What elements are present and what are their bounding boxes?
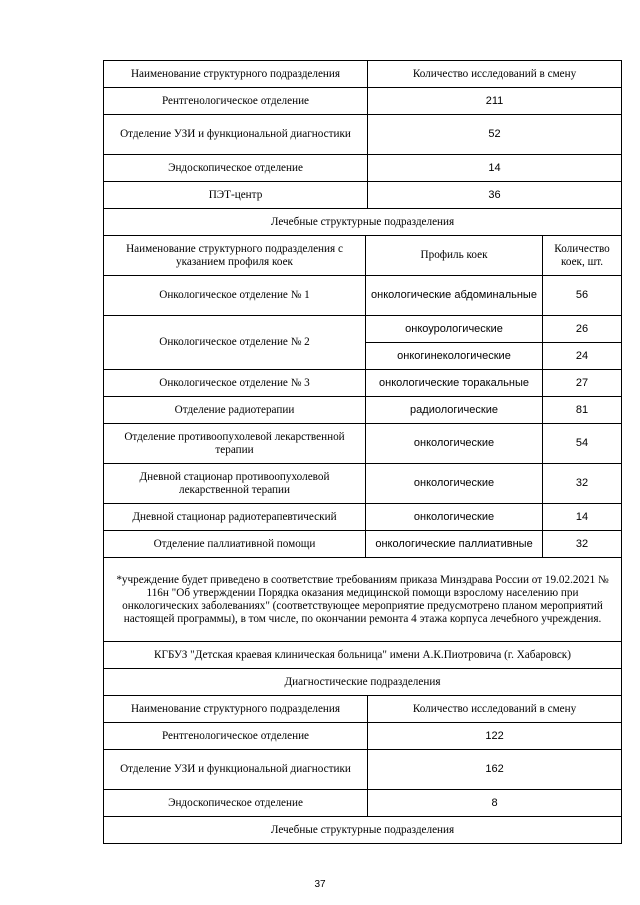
row-name-cell: Дневной стационар радиотерапевтический — [104, 504, 366, 531]
row-profile-cell: онкологические — [366, 424, 543, 464]
section-title: Лечебные структурные подразделения — [104, 209, 622, 236]
facilities-table — [103, 60, 622, 844]
table-row — [104, 182, 622, 209]
row-name-cell: Отделение паллиативной помощи — [104, 531, 366, 558]
table-row — [104, 790, 622, 817]
row-profile-cell: онкогинекологические — [366, 343, 543, 370]
row-profile-cell: онкологические абдоминальные — [366, 276, 543, 316]
row-name-cell: Отделение УЗИ и функциональной диагностики — [104, 750, 368, 790]
row-value-cell: 162 — [368, 750, 622, 790]
table-row — [104, 155, 622, 182]
row-name-cell: Онкологическое отделение № 1 — [104, 276, 366, 316]
row-name-cell: Рентгенологическое отделение — [104, 723, 368, 750]
institution-title-row — [104, 642, 622, 669]
row-count-cell: 81 — [543, 397, 622, 424]
row-value-cell: 122 — [368, 723, 622, 750]
header-count-cell: Количество коек, шт. — [543, 236, 622, 276]
row-name-cell: Рентгенологическое отделение — [104, 88, 368, 115]
header-count-cell: Количество исследований в смену — [368, 696, 622, 723]
header-name-cell: Наименование структурного подразделения с указанием профиля коек — [104, 236, 366, 276]
table-row — [104, 464, 622, 504]
table-header-row — [104, 236, 622, 276]
table-row — [104, 276, 622, 316]
row-name-cell: Отделение УЗИ и функциональной диагностики — [104, 115, 368, 155]
section-title-row — [104, 817, 622, 844]
row-count-cell: 27 — [543, 370, 622, 397]
table-header-row — [104, 696, 622, 723]
row-profile-cell: онкологические — [366, 504, 543, 531]
row-count-cell: 14 — [543, 504, 622, 531]
row-profile-cell: онкологические торакальные — [366, 370, 543, 397]
row-count-cell: 24 — [543, 343, 622, 370]
row-value-cell: 14 — [368, 155, 622, 182]
row-value-cell: 36 — [368, 182, 622, 209]
row-count-cell: 32 — [543, 531, 622, 558]
section-title-row — [104, 209, 622, 236]
table-row — [104, 750, 622, 790]
row-profile-cell: радиологические — [366, 397, 543, 424]
table-header-row — [104, 61, 622, 88]
table-row — [104, 424, 622, 464]
footnote-row — [104, 558, 622, 642]
table-row — [104, 723, 622, 750]
table-row — [104, 88, 622, 115]
row-profile-cell: онкоурологические — [366, 316, 543, 343]
header-count-cell: Количество исследований в смену — [368, 61, 622, 88]
row-value-cell: 52 — [368, 115, 622, 155]
header-name-cell: Наименование структурного подразделения — [104, 696, 368, 723]
table-row — [104, 370, 622, 397]
section-title: Диагностические подразделения — [104, 669, 622, 696]
row-profile-cell: онкологические паллиативные — [366, 531, 543, 558]
row-name-cell: ПЭТ-центр — [104, 182, 368, 209]
row-count-cell: 32 — [543, 464, 622, 504]
table-row — [104, 504, 622, 531]
section-title-row — [104, 669, 622, 696]
table-row — [104, 397, 622, 424]
table-row — [104, 316, 622, 343]
section-title: Лечебные структурные подразделения — [104, 817, 622, 844]
table-row — [104, 115, 622, 155]
row-profile-cell: онкологические — [366, 464, 543, 504]
row-name-cell: Отделение радиотерапии — [104, 397, 366, 424]
header-name-cell: Наименование структурного подразделения — [104, 61, 368, 88]
row-value-cell: 8 — [368, 790, 622, 817]
row-name-cell: Дневной стационар противоопухолевой лекарственной терапии — [104, 464, 366, 504]
row-name-cell: Отделение противоопухолевой лекарственной терапии — [104, 424, 366, 464]
row-value-cell: 211 — [368, 88, 622, 115]
row-name-cell: Онкологическое отделение № 2 — [104, 316, 366, 370]
row-count-cell: 26 — [543, 316, 622, 343]
row-name-cell: Эндоскопическое отделение — [104, 790, 368, 817]
page-number: 37 — [314, 879, 326, 890]
table-row — [104, 531, 622, 558]
footnote: *учреждение будет приведено в соответствие требованиям приказа Минздрава России от 19.02.2021 № 116н "Об утверждении Порядка оказания медицинской помощи взрослому населению при онкологических заболеваниях" (соответствующее мероприятие предусмотрено планом мероприятий настоящей программы), в том числе, по окончании ремонта 4 этажа корпуса лечебного учреждения. — [104, 558, 622, 642]
row-name-cell: Онкологическое отделение № 3 — [104, 370, 366, 397]
row-name-cell: Эндоскопическое отделение — [104, 155, 368, 182]
institution-title: КГБУЗ "Детская краевая клиническая больница" имени А.К.Пиотровича (г. Хабаровск) — [104, 642, 622, 669]
row-count-cell: 56 — [543, 276, 622, 316]
header-profile-cell: Профиль коек — [366, 236, 543, 276]
row-count-cell: 54 — [543, 424, 622, 464]
